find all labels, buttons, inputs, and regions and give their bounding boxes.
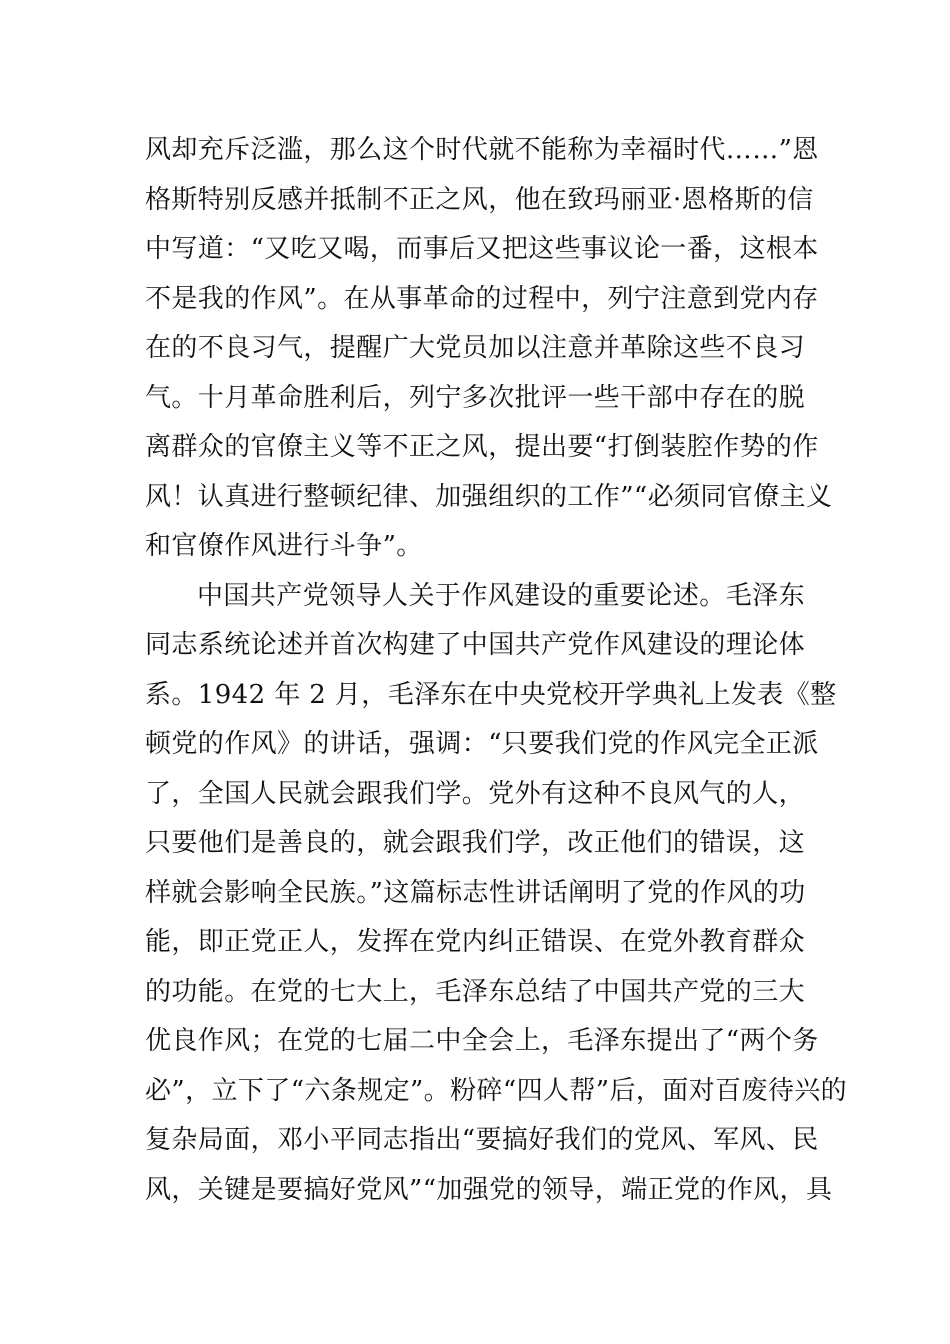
text-line: 格斯特别反感并抵制不正之风，他在致玛丽亚·恩格斯的信	[145, 184, 814, 215]
text-line: 优良作风；在党的七届二中全会上，毛泽东提出了“两个务	[145, 1026, 819, 1056]
paragraph-end-line: 和官僚作风进行斗争”。	[145, 531, 423, 561]
text-line: 在的不良习气，提醒广大党员加以注意并革除这些不良习	[145, 333, 806, 363]
text-line: 复杂局面，邓小平同志指出“要搞好我们的党风、军风、民	[145, 1125, 819, 1155]
document-page	[145, 126, 848, 1215]
text-line: 了，全国人民就会跟我们学。党外有这种不良风气的人，	[145, 778, 806, 809]
text-line: 同志系统论述并首次构建了中国共产党作风建设的理论体	[145, 630, 806, 660]
text-line: 系。1942 年 2 月，毛泽东在中央党校开学典礼上发表《整	[145, 679, 837, 710]
text-line: 只要他们是善良的，就会跟我们学，改正他们的错误，这	[145, 828, 806, 858]
paragraph-start-line: 中国共产党领导人关于作风建设的重要论述。毛泽东	[197, 580, 805, 611]
text-line: 样就会影响全民族。”这篇标志性讲话阐明了党的作风的功	[145, 877, 806, 908]
text-line: 风！认真进行整顿纪律、加强组织的工作”“必须同官僚主义	[145, 481, 833, 512]
text-line: 气。十月革命胜利后，列宁多次批评一些干部中存在的脱	[145, 382, 806, 413]
text-line: 离群众的官僚主义等不正之风，提出要“打倒装腔作势的作	[145, 432, 819, 462]
text-line: 中写道：“又吃又喝，而事后又把这些事议论一番，这根本	[145, 234, 819, 264]
text-line: 的功能。在党的七大上，毛泽东总结了中国共产党的三大	[145, 976, 806, 1007]
text-line: 必”，立下了“六条规定”。粉碎“四人帮”后，面对百废待兴的	[145, 1075, 848, 1106]
text-line: 顿党的作风》的讲话，强调：“只要我们党的作风完全正派	[145, 729, 819, 759]
text-line: 能，即正党正人，发挥在党内纠正错误、在党外教育群众	[145, 927, 806, 957]
text-line: 不是我的作风”。在从事革命的过程中，列宁注意到党内存	[145, 283, 819, 314]
text-line: 风，关键是要搞好党风”“加强党的领导，端正党的作风，具	[145, 1174, 833, 1205]
text-line: 风却充斥泛滥，那么这个时代就不能称为幸福时代……”恩	[145, 135, 819, 165]
